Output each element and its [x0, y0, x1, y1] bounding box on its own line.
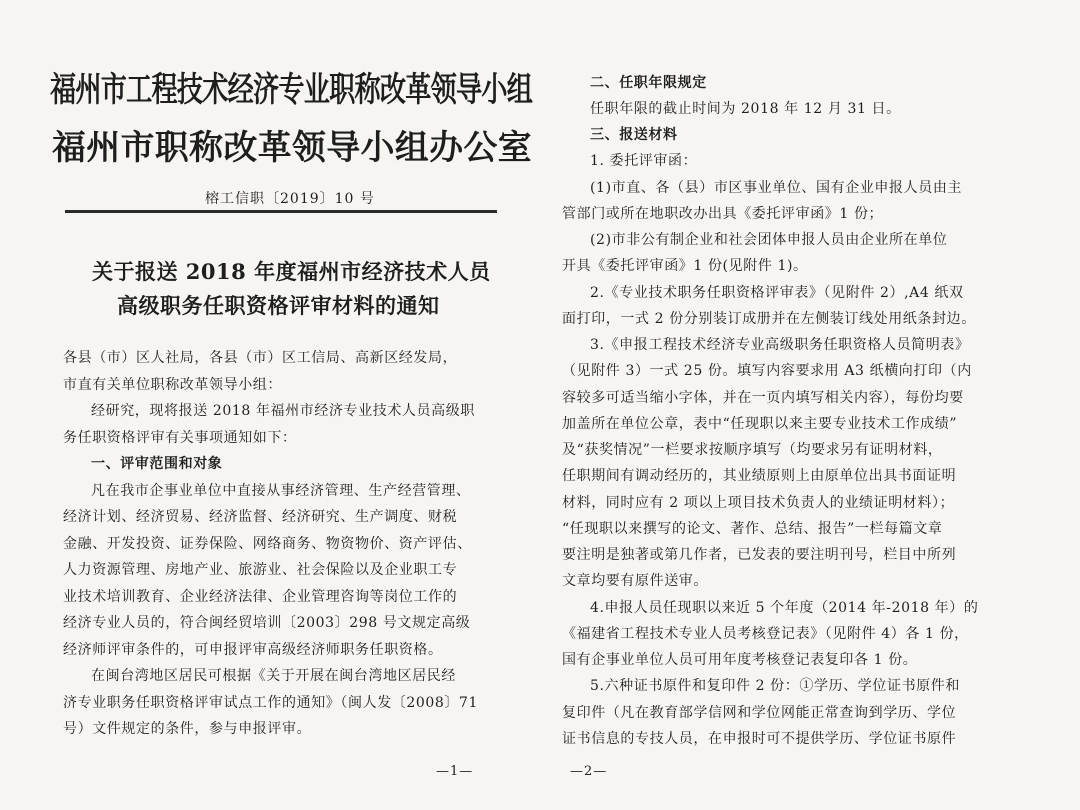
page-number: —2—: [570, 764, 608, 779]
body-line: 各县（市）区人社局，各县（市）区工信局、高新区经发局，: [63, 350, 458, 366]
body-line: 济专业职务任职资格评审试点工作的通知》（闽人发〔2008〕71: [63, 695, 479, 711]
header-divider: [65, 210, 497, 213]
body-line: 在闽台湾地区居民可根据《关于开展在闽台湾地区居民经: [91, 668, 456, 684]
body-line: 任职年限的截止时间为 2018 年 12 月 31 日。: [590, 101, 901, 117]
body-line: 经济师评审条件的，可申报评审高级经济师职务任职资格。: [63, 642, 443, 658]
body-line: (2)市非公有制企业和社会团体申报人员由企业所在单位: [590, 232, 948, 248]
body-line: 文章均要有原件送审。: [562, 573, 708, 589]
body-line: 开具《委托评审函》1 份(见附件 1)。: [562, 258, 808, 274]
body-line: （见附件 3）一式 25 份。填写内容要求用 A3 纸横向打印（内: [562, 363, 972, 379]
body-line: 金融、开发投资、证券保险、网络商务、物资物价、资产评估、: [63, 536, 472, 552]
header-line-1: 福州市工程技术经济专业职称改革领导小组: [50, 70, 533, 110]
body-line: 经研究，现将报送 2018 年福州市经济专业技术人员高级职: [91, 403, 475, 419]
section-heading: 三、报送材料: [590, 127, 678, 143]
body-line: 《福建省工程技术专业人员考核登记表》（见附件 4）各 1 份，: [562, 626, 969, 642]
section-heading: 一、评审范围和对象: [91, 456, 223, 472]
body-line: 号）文件规定的条件，参与申报评审。: [63, 721, 312, 737]
body-line: “任现职以来撰写的论文、著作、总结、报告”一栏每篇文章: [562, 521, 943, 537]
body-line: 5.六种证书原件和复印件 2 份：①学历、学位证书原件和: [590, 678, 960, 694]
body-line: 人力资源管理、房地产业、旅游业、社会保险以及企业职工专: [63, 562, 458, 578]
body-line: 3.《申报工程技术经济专业高级职务任职资格人员简明表》: [590, 337, 970, 353]
body-line: 加盖所在单位公章，表中“任现职以来主要专业技术工作成绩”: [562, 416, 958, 432]
body-line: 4.申报人员任现职以来近 5 个年度（2014 年-2018 年）的: [590, 600, 979, 616]
body-line: 材料，同时应有 2 项以上项目技术负责人的业绩证明材料）；: [562, 495, 955, 511]
body-line: 1. 委托评审函：: [590, 153, 698, 169]
body-line: 市直有关单位职称改革领导小组：: [63, 377, 282, 393]
page-number: —1—: [436, 764, 474, 779]
body-line: 业技术培训教育、企业经济法律、企业管理咨询等岗位工作的: [63, 589, 458, 605]
body-line: 证书信息的专技人员，在申报时可不提供学历、学位证书原件: [562, 731, 957, 747]
body-line: 要注明是独著或第几作者，已发表的要注明刊号，栏目中所列: [562, 547, 957, 563]
body-line: 经济专业人员的，符合闽经贸培训〔2003〕298 号文规定高级: [63, 615, 471, 631]
body-line: 及“获奖情况”一栏要求按顺序填写（均要求另有证明材料，: [562, 442, 943, 458]
body-line: 任职期间有调动经历的，其业绩原则上由原单位出具书面证明: [562, 468, 957, 484]
body-line: 容较多可适当缩小字体，并在一页内填写相关内容），每份均要: [562, 390, 964, 406]
body-line: 经济计划、经济贸易、经济监督、经济研究、生产调度、财税: [63, 509, 458, 525]
body-line: 面打印，一式 2 份分别装订成册并在左侧装订线处用纸条封边。: [562, 311, 976, 327]
notice-title-line-2: 高级职务任职资格评审材料的通知: [117, 293, 440, 318]
header-line-2: 福州市职称改革领导小组办公室: [52, 128, 533, 168]
document-number: 榕工信职〔2019〕10 号: [205, 191, 375, 207]
body-line: 务任职资格评审有关事项通知如下：: [63, 430, 297, 446]
body-line: 凡在我市企事业单位中直接从事经济管理、生产经营管理、: [91, 483, 471, 499]
notice-title-line-1: 关于报送 2018 年度福州市经济技术人员: [92, 259, 491, 284]
section-heading: 二、任职年限规定: [590, 75, 707, 91]
right-page: [540, 0, 1080, 810]
body-line: 管部门或所在地职改办出具《委托评审函》1 份；: [562, 206, 884, 222]
body-line: (1)市直、各（县）市区事业单位、国有企业申报人员由主: [590, 180, 963, 196]
body-line: 国有企事业单位人员可用年度考核登记表复印各 1 份。: [562, 652, 918, 668]
body-line: 2.《专业技术职务任职资格评审表》（见附件 2）,A4 纸双: [590, 285, 964, 301]
body-line: 复印件（凡在教育部学信网和学位网能正常查询到学历、学位: [562, 705, 957, 721]
